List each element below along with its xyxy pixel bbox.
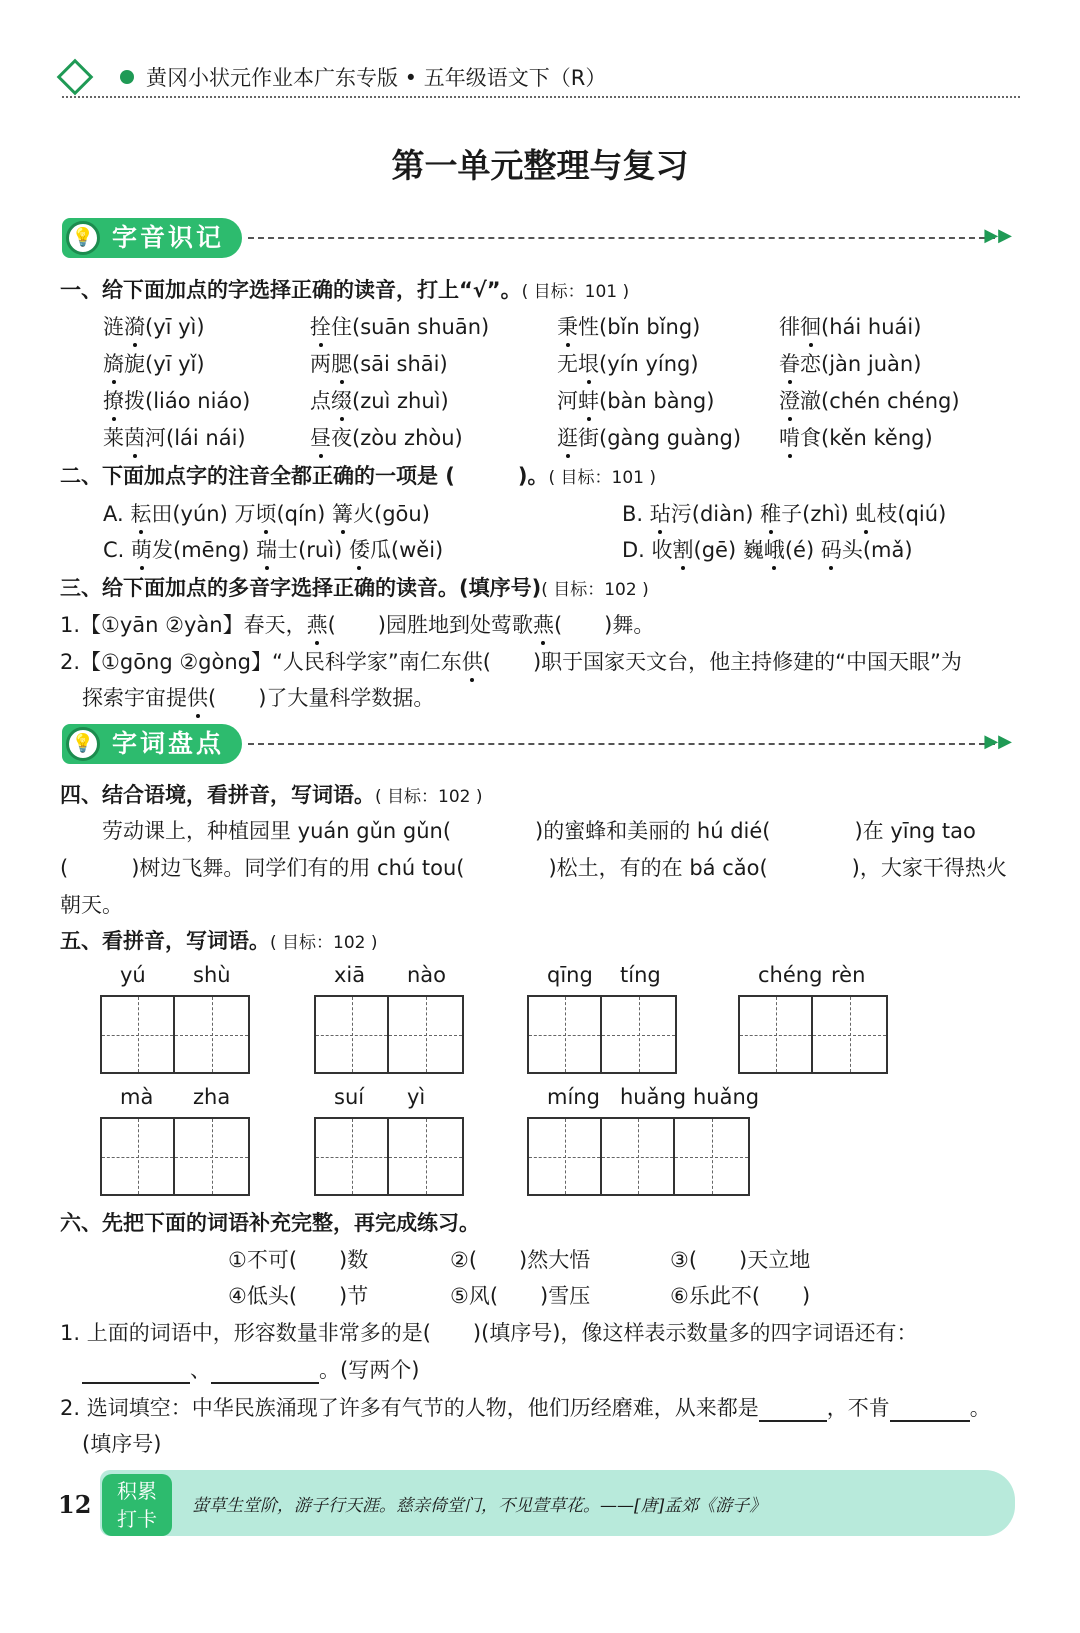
- q1-item[interactable]: [557, 311, 700, 341]
- q6-sub2: 2. 选词填空：中华民族涌现了许多有气节的人物，他们历经磨难，从来都是 ，不肯 。: [60, 1396, 991, 1420]
- q1-item[interactable]: [310, 311, 489, 341]
- text-segment: 1.【①yān ②yàn】春天，: [60, 613, 307, 637]
- q1-item[interactable]: [103, 348, 205, 378]
- divider: [248, 237, 995, 239]
- text-segment: (jàn juàn): [821, 352, 922, 376]
- text-segment: 峨: [764, 534, 785, 564]
- text-segment: 虬: [855, 498, 876, 528]
- text-segment: 倭: [349, 534, 370, 564]
- text-segment: 火(gōu): [353, 502, 430, 526]
- q2-title: 二、下面加点字的注音全都正确的一项是 ( )。( 目标：101 ): [60, 464, 657, 488]
- q3-item-2-cont: [82, 682, 434, 712]
- text-segment: A.: [103, 502, 131, 526]
- text-segment: 莱: [103, 426, 124, 450]
- text-segment: 士(ruì): [277, 538, 349, 562]
- writing-grid[interactable]: [314, 995, 464, 1074]
- q2-option[interactable]: [103, 498, 430, 528]
- text-segment: 燕: [307, 609, 328, 639]
- q1-item[interactable]: [779, 385, 960, 415]
- text-segment: 住: [331, 315, 352, 339]
- writing-cell[interactable]: [316, 997, 389, 1072]
- writing-cell[interactable]: [102, 1119, 175, 1194]
- writing-cell[interactable]: [316, 1119, 389, 1194]
- text-segment: (liáo niáo): [145, 389, 251, 413]
- text-segment: 萌: [131, 534, 152, 564]
- text-segment: 撩: [103, 385, 124, 415]
- text-segment: ( )舞。: [553, 613, 655, 637]
- text-segment: 夜: [331, 426, 352, 450]
- text-segment: 燕: [533, 609, 554, 639]
- q1-item[interactable]: [779, 422, 933, 452]
- pinyin-label: míng: [547, 1085, 600, 1109]
- writing-cell[interactable]: [813, 997, 886, 1072]
- text-segment: 茵: [124, 422, 145, 452]
- text-segment: (yī yì): [145, 315, 205, 339]
- q1-item[interactable]: [310, 348, 448, 378]
- text-segment: 啃: [779, 422, 800, 452]
- text-segment: 澄: [779, 385, 800, 415]
- writing-cell[interactable]: [529, 997, 602, 1072]
- text-segment: (gē) 巍: [693, 538, 764, 562]
- text-segment: 供: [187, 682, 208, 712]
- text-segment: 供: [462, 646, 483, 676]
- q3-title: 三、给下面加点的多音字选择正确的读音。(填序号)( 目标：102 ): [60, 576, 649, 600]
- quote-text: 萤草生堂阶，游子行天涯。慈亲倚堂门，不见萱草花。——[唐]孟郊《游子》: [192, 1496, 767, 1516]
- page-title: 第一单元整理与复习: [391, 146, 689, 185]
- text-segment: 蚌: [578, 385, 599, 415]
- header-title: 黄冈小状元作业本广东专版 • 五年级语文下（R）: [146, 66, 607, 90]
- text-segment: 探索宇宙提: [82, 686, 187, 710]
- q1-item[interactable]: [103, 385, 250, 415]
- idiom-item[interactable]: ①不可( )数: [228, 1248, 369, 1272]
- header-dot-icon: [120, 70, 134, 84]
- text-segment: 徘: [779, 315, 800, 339]
- accumulate-badge: 积累 打卡: [102, 1474, 172, 1536]
- page-number: 12: [58, 1490, 92, 1519]
- text-segment: 秉: [557, 311, 578, 341]
- pinyin-label: huǎng: [620, 1085, 687, 1109]
- text-segment: (zòu zhòu): [352, 426, 463, 450]
- text-segment: (lái nái): [166, 426, 246, 450]
- text-segment: 性: [578, 315, 599, 339]
- text-segment: (chén chéng): [821, 389, 960, 413]
- lightbulb-icon: 💡: [66, 727, 100, 761]
- pinyin-label: shù: [193, 963, 231, 987]
- arrow-icon: ▶▶: [984, 225, 1012, 246]
- text-segment: 腮: [331, 348, 352, 378]
- text-segment: 垠: [578, 348, 599, 378]
- header-rule: [62, 96, 1020, 98]
- pinyin-label: suí: [334, 1085, 365, 1109]
- text-segment: 稚: [760, 498, 781, 528]
- text-segment: ( )园胜地到处莺歌: [327, 613, 533, 637]
- text-segment: 旎: [124, 352, 145, 376]
- text-segment: (é): [784, 538, 821, 562]
- arrow-icon: ▶▶: [984, 731, 1012, 752]
- text-segment: 玷: [650, 498, 671, 528]
- text-segment: 2.【①gōng ②gòng】“人民科学家”南仁东: [60, 650, 462, 674]
- text-segment: 枝(qiú): [876, 502, 947, 526]
- idiom-item[interactable]: ③( )天立地: [670, 1248, 811, 1272]
- section-banner-pronunciation: [62, 218, 242, 258]
- text-segment: 发(mēng): [152, 538, 257, 562]
- q1-item[interactable]: [779, 348, 921, 378]
- q1-item[interactable]: [310, 385, 449, 415]
- q2-option[interactable]: [622, 534, 913, 564]
- writing-cell[interactable]: [102, 997, 175, 1072]
- writing-cell[interactable]: [602, 1119, 675, 1194]
- text-segment: 缀: [331, 385, 352, 415]
- q6-title: 六、先把下面的词语补充完整，再完成练习。: [60, 1211, 480, 1235]
- q1-item[interactable]: [103, 422, 246, 452]
- text-segment: 两: [310, 352, 331, 376]
- text-segment: 田(yún) 万: [151, 502, 256, 526]
- writing-grid[interactable]: [527, 1117, 750, 1196]
- pinyin-label: xiā: [334, 963, 366, 987]
- text-segment: 旖: [103, 348, 124, 378]
- text-segment: B.: [622, 502, 650, 526]
- q2-option[interactable]: [622, 498, 946, 528]
- q6-sub1: 1. 上面的词语中，形容数量非常多的是( )(填序号)，像这样表示数量多的四字词语还有：: [60, 1321, 918, 1345]
- q5-title: 五、看拼音，写词语。( 目标：102 ): [60, 929, 378, 953]
- q3-item-2: [60, 646, 962, 676]
- q2-option[interactable]: [103, 534, 443, 564]
- text-segment: 头(mǎ): [841, 538, 913, 562]
- answer-blank[interactable]: [890, 1400, 970, 1422]
- q4-line-2: ( )树边飞舞。同学们有的用 chú tou( )松土，有的在 bá cǎo( )，大家干得热火: [60, 856, 1007, 880]
- text-segment: 拨: [124, 389, 145, 413]
- q4-line-1: 劳动课上，种植园里 yuán gǔn gǔn( )的蜜蜂和美丽的 hú dié( )在 yīng tao: [102, 819, 976, 843]
- q4-line-3: 朝天。: [60, 893, 123, 917]
- writing-cell[interactable]: [389, 1119, 462, 1194]
- pinyin-label: zha: [193, 1085, 231, 1109]
- pinyin-label: yì: [407, 1085, 426, 1109]
- text-segment: ( )职于国家天文台，他主持修建的“中国天眼”为: [482, 650, 962, 674]
- section-title: 字音识记: [112, 223, 225, 252]
- text-segment: (zuì zhuì): [352, 389, 449, 413]
- writing-grid[interactable]: [527, 995, 677, 1074]
- pinyin-label: mà: [120, 1085, 154, 1109]
- text-segment: 子(zhì): [781, 502, 856, 526]
- text-segment: (kěn kěng): [821, 426, 933, 450]
- writing-cell[interactable]: [529, 1119, 602, 1194]
- text-segment: 涟: [103, 315, 124, 339]
- idiom-item[interactable]: ②( )然大悟: [450, 1248, 591, 1272]
- idiom-item[interactable]: ④低头( )节: [228, 1284, 369, 1308]
- writing-grid[interactable]: [100, 995, 250, 1074]
- text-segment: 澈: [800, 389, 821, 413]
- text-segment: 瓜(wěi): [369, 538, 444, 562]
- text-segment: 点: [310, 389, 331, 413]
- text-segment: 拴: [310, 311, 331, 341]
- writing-cell[interactable]: [175, 997, 248, 1072]
- writing-grid[interactable]: [100, 1117, 250, 1196]
- answer-blank[interactable]: [759, 1400, 827, 1422]
- text-segment: 污(diàn): [670, 502, 761, 526]
- answer-blank[interactable]: [82, 1362, 190, 1384]
- pinyin-label: rèn: [831, 963, 866, 987]
- idiom-item[interactable]: ⑥乐此不( ): [670, 1284, 811, 1308]
- text-segment: (qín): [276, 502, 333, 526]
- writing-cell[interactable]: [675, 1119, 748, 1194]
- text-segment: 码: [821, 534, 842, 564]
- pinyin-label: tíng: [620, 963, 661, 987]
- q1-item[interactable]: [557, 385, 714, 415]
- q4-title: 四、结合语境，看拼音，写词语。( 目标：102 ): [60, 783, 483, 807]
- pinyin-label: nào: [407, 963, 447, 987]
- writing-grid[interactable]: [314, 1117, 464, 1196]
- writing-grid[interactable]: [738, 995, 888, 1074]
- q1-item[interactable]: [557, 422, 741, 452]
- text-segment: (sāi shāi): [352, 352, 448, 376]
- idiom-item[interactable]: ⑤风( )雪压: [450, 1284, 591, 1308]
- text-segment: 徊: [800, 311, 821, 341]
- text-segment: 河: [145, 426, 166, 450]
- pinyin-label: yú: [120, 963, 146, 987]
- q3-item-1: [60, 609, 654, 639]
- q1-item[interactable]: [557, 348, 699, 378]
- header-diamond-icon: [57, 59, 94, 96]
- writing-cell[interactable]: [175, 1119, 248, 1194]
- answer-blank[interactable]: [211, 1362, 319, 1384]
- text-segment: C.: [103, 538, 132, 562]
- writing-cell[interactable]: [602, 997, 675, 1072]
- text-segment: (hái huái): [821, 315, 922, 339]
- text-segment: 逛: [557, 422, 578, 452]
- q1-item[interactable]: [779, 311, 921, 341]
- text-segment: 瑞: [256, 534, 277, 564]
- text-segment: (bǐn bǐng): [599, 315, 701, 339]
- divider: [248, 743, 995, 745]
- text-segment: D. 收: [622, 538, 673, 562]
- text-segment: (yín yíng): [599, 352, 699, 376]
- text-segment: 眷: [779, 348, 800, 378]
- text-segment: 篝: [332, 498, 353, 528]
- text-segment: (yī yǐ): [145, 352, 205, 376]
- writing-cell[interactable]: [389, 997, 462, 1072]
- text-segment: 割: [673, 534, 694, 564]
- text-segment: 恋: [800, 352, 821, 376]
- text-segment: (suān shuān): [352, 315, 490, 339]
- text-segment: 街: [578, 426, 599, 450]
- text-segment: 顷: [255, 498, 276, 528]
- section-title: 字词盘点: [112, 729, 225, 758]
- pinyin-label: qīng: [547, 963, 593, 987]
- pinyin-label: chéng: [758, 963, 823, 987]
- text-segment: 漪: [124, 311, 145, 341]
- text-segment: ( )了大量科学数据。: [208, 686, 435, 710]
- lightbulb-icon: 💡: [66, 221, 100, 255]
- text-segment: 无: [557, 352, 578, 376]
- pinyin-label: huǎng: [693, 1085, 760, 1109]
- text-segment: (bàn bàng): [599, 389, 715, 413]
- section-banner-vocabulary: [62, 724, 242, 764]
- writing-cell[interactable]: [740, 997, 813, 1072]
- q1-item[interactable]: [103, 311, 205, 341]
- text-segment: 食: [800, 426, 821, 450]
- q6-sub1-answers: 、 。(写两个): [82, 1354, 419, 1384]
- text-segment: 昼: [310, 422, 331, 452]
- text-segment: 河: [557, 389, 578, 413]
- text-segment: (gàng guàng): [599, 426, 742, 450]
- q1-item[interactable]: [310, 422, 463, 452]
- text-segment: 耘: [130, 498, 151, 528]
- q6-sub2-note: (填序号): [82, 1432, 162, 1456]
- q1-title: 一、给下面加点的字选择正确的读音，打上“√”。( 目标：101 ): [60, 278, 630, 302]
